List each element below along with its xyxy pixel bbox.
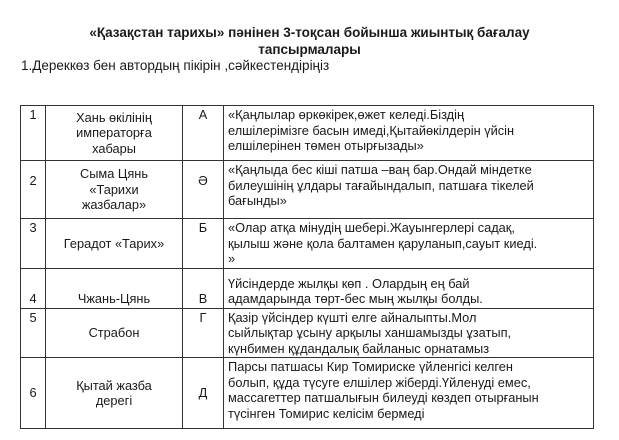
table-row <box>21 268 594 308</box>
table-row <box>21 308 594 358</box>
opinion-cell: Парсы патшасы Кир Томириске үйленгісі келген болып, құда түсуге елшілер жіберді.Үйленуді емес, массагеттер патшалығын билеуді көздеп отырғанын түсінген Томирис келісім бермеді <box>224 358 594 429</box>
letter-cell: В <box>183 268 224 308</box>
letter-cell: Г <box>183 308 224 358</box>
row-number: 5 <box>21 308 46 358</box>
row-number: 2 <box>21 161 46 219</box>
table-row <box>21 161 594 219</box>
row-number: 1 <box>21 106 46 161</box>
source-cell: Чжань-Цянь <box>46 268 183 308</box>
source-cell: Хань өкілінің императорға хабары <box>46 106 183 161</box>
row-number: 6 <box>21 358 46 429</box>
document-title: «Қазақстан тарихы» пәнінен 3-тоқсан бойынша жиынтық бағалау тапсырмалары <box>89 25 530 57</box>
letter-cell: Б <box>183 219 224 269</box>
table-row <box>21 106 594 161</box>
table-row <box>21 219 594 269</box>
source-cell: Страбон <box>46 308 183 358</box>
source-cell: Қытай жазба дерегі <box>46 358 183 429</box>
opinion-cell: «Қаңлыда бес кіші патша –ваң бар.Ондай міндетке билеушінің ұлдары тағайындалып, патшаға тікелей бағынды» <box>224 161 594 219</box>
letter-cell: Д <box>183 358 224 429</box>
opinion-cell: «Қаңлылар өркөкірек,өжет келеді.Біздің елшілерімізге басын имеді,Қытайөкілдерін үйсін елшілерінен төмен отырғызады» <box>224 106 594 161</box>
opinion-cell: Үйсіндерде жылқы көп . Олардың ең бай адамдарында төрт-бес мың жылқы болды. <box>224 268 594 308</box>
letter-cell: Ә <box>183 161 224 219</box>
letter-cell: А <box>183 106 224 161</box>
row-number: 3 <box>21 219 46 269</box>
task-instruction: 1.Дереккөз бен автордың пікірін ,сәйкестендіріңіз <box>21 58 330 73</box>
opinion-cell: «Олар атқа мінудің шебері.Жауынгерлері садақ, қылыш және қола балтамен қаруланып,сауыт киеді. » <box>224 219 594 269</box>
source-cell: Герадот «Тарих» <box>46 219 183 269</box>
opinion-cell: Қазір үйсіндер күшті елге айналыпты.Мол сыйлықтар ұсыну арқылы ханшамызды ұзатып, күнбимен құдандалық байланыс орнатамыз <box>224 308 594 358</box>
row-number: 4 <box>21 268 46 308</box>
matching-table <box>20 105 594 429</box>
source-cell: Сыма Цянь «Тарихи жазбалар» <box>46 161 183 219</box>
table-row <box>21 358 594 429</box>
